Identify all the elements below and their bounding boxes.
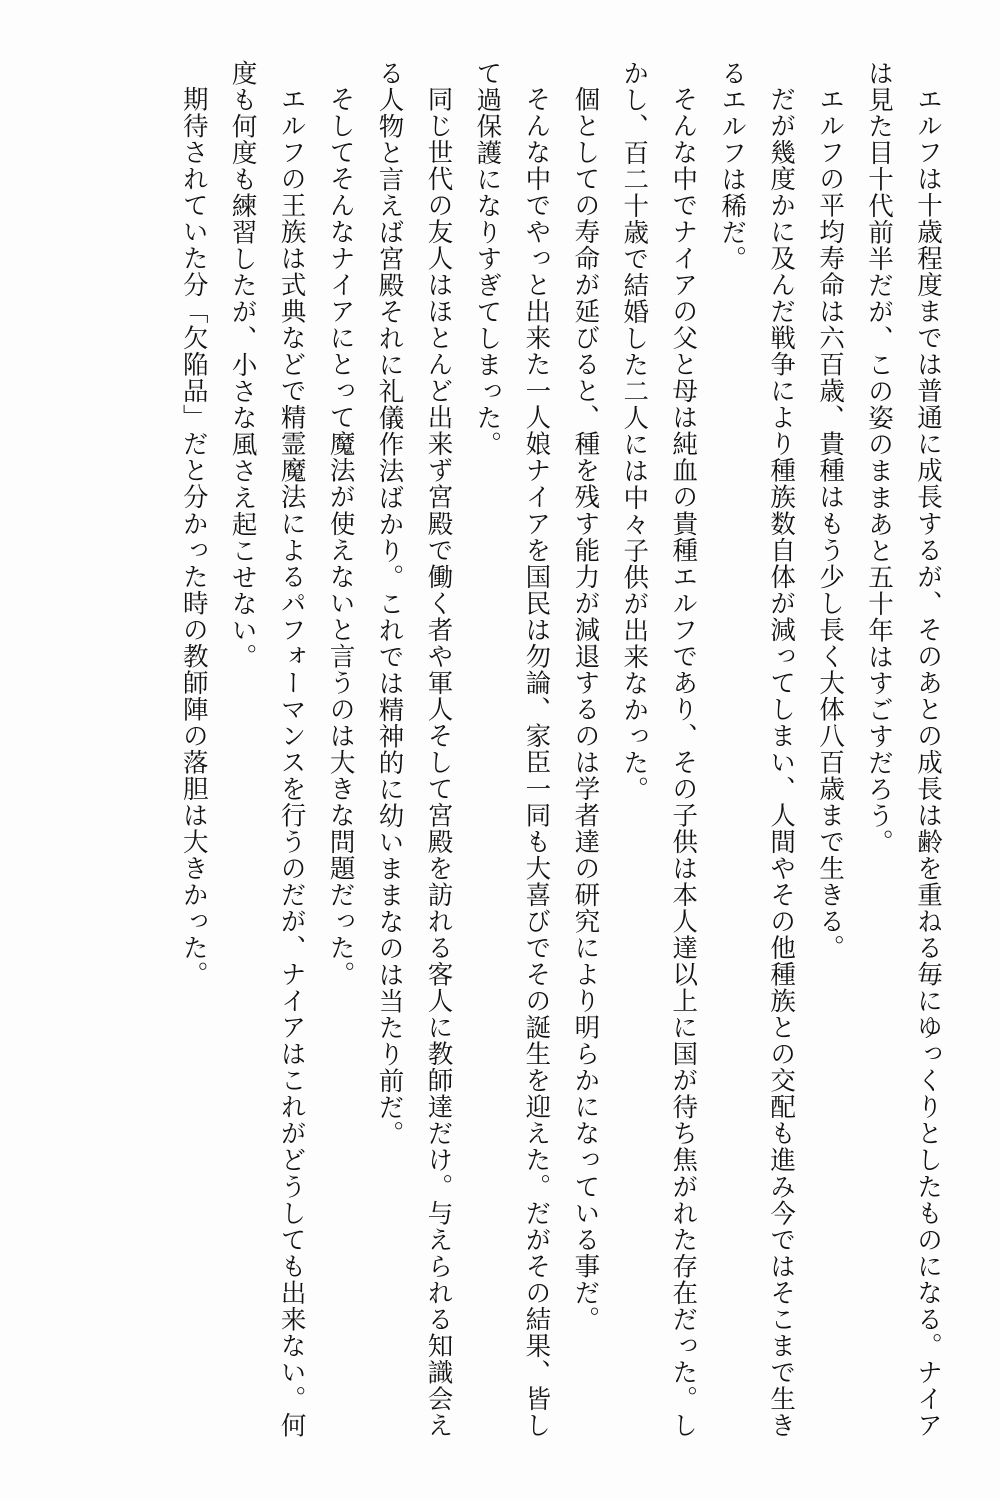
paragraph: 同じ世代の友人はほとんど出来ず宮殿で働く者や軍人そして宮殿を訪れる客人に教師達だけ。与えられる知識会える人物と言えば宮殿それに礼儀作法ばかり。これでは精神的に幼いままなのは当たり前だ。: [374, 60, 454, 1439]
paragraph: エルフの王族は式典などで精霊魔法によるパフォーマンスを行うのだが、ナイアはこれがどうしても出来ない。何度も何度も練習したが、小さな風さえ起こせない。: [227, 60, 307, 1439]
paragraph: エルフは十歳程度までは普通に成長するが、そのあとの成長は齢を重ねる毎にゆっくりとしたものになる。ナイアは見た目十代前半だが、この姿のままあと五十年はすごすだろう。: [864, 60, 943, 1439]
page-text-area: [48, 60, 952, 1440]
vertical-body-text: [48, 60, 952, 1440]
paragraph: エルフの平均寿命は六百歳、貴種はもう少し長く大体八百歳まで生きる。: [815, 85, 846, 961]
paragraph: そんな中でやっと出来た一人娘ナイアを国民は勿論、家臣一同も大喜びでその誕生を迎えた。だがその結果、皆して過保護になりすぎてしまった。: [472, 60, 552, 1439]
paragraph: だが幾度かに及んだ戦争により種族数自体が減ってしまい、人間やその他種族との交配も進み今ではそこまで生きるエルフは稀だ。: [717, 60, 797, 1439]
paragraph: そんな中でナイアの父と母は純血の貴種エルフであり、その子供は本人達以上に国が待ち焦がれた存在だった。しかし、百二十歳で結婚した二人には中々子供が出来なかった。: [619, 60, 699, 1439]
paragraph: 期待されていた分「欠陥品」だと分かった時の教師陣の落胆は大きかった。: [178, 85, 209, 988]
paragraph: 個としての寿命が延びると、種を残す能力が減退するのは学者達の研究により明らかになっている事だ。: [570, 85, 601, 1332]
paragraph: そしてそんなナイアにとって魔法が使えないと言うのは大きな問題だった。: [325, 85, 356, 988]
